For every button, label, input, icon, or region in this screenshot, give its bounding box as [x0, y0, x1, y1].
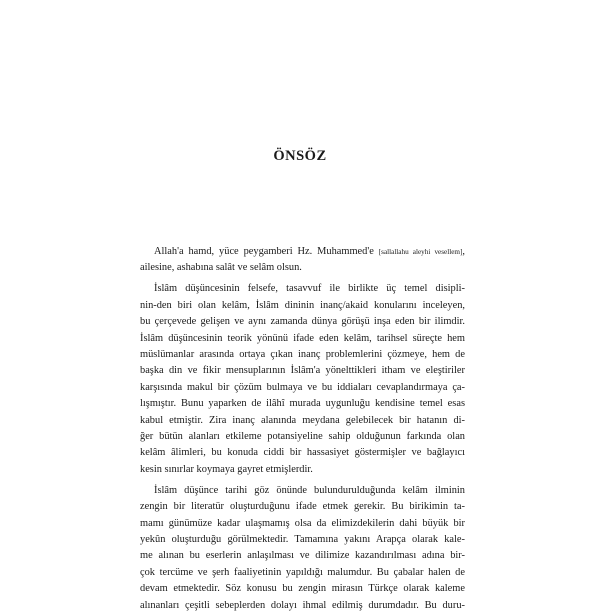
paragraph-kelam-definition: [140, 281, 465, 478]
text-line: me alınan bu eserlerin anlaşılması ve dilimize kazandırılması adına bir-: [140, 550, 465, 562]
text-run: ,: [462, 246, 465, 257]
body-text: [140, 244, 465, 614]
honorific-text: [sallallahu aleyhi vesellem]: [378, 248, 463, 256]
text-line: zengin bir literatür oluşturduğunu ifade etmek gerekir. Bu birikimin ta-: [140, 501, 465, 513]
text-line: nin-den biri olan kelâm, İslâm dininin inanç/akaid konularını inceleyen,: [140, 299, 465, 311]
text-line: müslümanlar arasında ortaya çıkan inanç problemlerini çözmeye, hem de: [140, 348, 465, 360]
text-line: yekûn oluşturduğu görülmektedir. Tamamına yakını Arapça olarak kale-: [140, 533, 465, 545]
paragraph-literature: [140, 483, 465, 614]
text-line: İslâm düşüncesinin felsefe, tasavvuf ile birlikte üç temel disipli-: [154, 283, 465, 295]
text-line: devam etmektedir. Söz konusu bu zengin mirasın Türkçe olarak kaleme: [140, 583, 465, 595]
page-title: ÖNSÖZ: [273, 148, 327, 164]
text-line: karşısında makul bir çözüm bulmaya ve bu iddiaları cevaplandırmaya ça-: [140, 381, 465, 393]
text-line: çok tercüme ve şerh faaliyetinin yapıldığı malumdur. Bu çabalar halen de: [140, 566, 465, 578]
text-line: mamı günümüze kadar ulaşmamış olsa da elimizdekilerin dahi büyük bir: [140, 517, 465, 529]
text-line: alınanları çeşitli sebeplerden dolayı ihmal edilmiş durumdadır. Bu duru-: [140, 599, 465, 611]
text-line: bu çerçevede gelişen ve aynı zamanda dünya görüşü inşa eden bir ilimdir.: [140, 316, 465, 328]
text-line: ğer bütün alanları etkileme potansiyeline sahip olduğunun farkında olan: [140, 430, 465, 442]
text-line: İslâm düşüncesinin teorik yönünü ifade eden kelâm, tarihsel süreçte hem: [140, 332, 465, 344]
text-line: lışmıştır. Bunu yaparken de ilâhî murada uygunluğu kendisine temel esas: [140, 398, 465, 410]
text-line: ailesine, ashabına salât ve selâm olsun.: [140, 262, 302, 274]
text-line: [140, 244, 465, 260]
text-line: İslâm düşünce tarihi göz önünde bulundurulduğunda kelâm ilminin: [154, 484, 465, 496]
text-line: kelâm âlimleri, bu konuda ciddi bir hassasiyet göstermişler ve bağlayıcı: [140, 447, 465, 459]
text-run: Allah'a hamd, yüce peygamberi Hz. Muhammed'e: [154, 246, 379, 257]
text-line: kesin sınırlar koymaya gayret etmişlerdir.: [140, 463, 313, 475]
text-line: kabul etmiştir. Zira inanç alanında meydana gelebilecek bir hatanın di-: [140, 414, 465, 426]
paragraph-opening: [140, 244, 465, 277]
text-line: başka din ve fikir mensuplarının İslâm'a yönelttikleri itham ve eleştiriler: [140, 365, 465, 377]
